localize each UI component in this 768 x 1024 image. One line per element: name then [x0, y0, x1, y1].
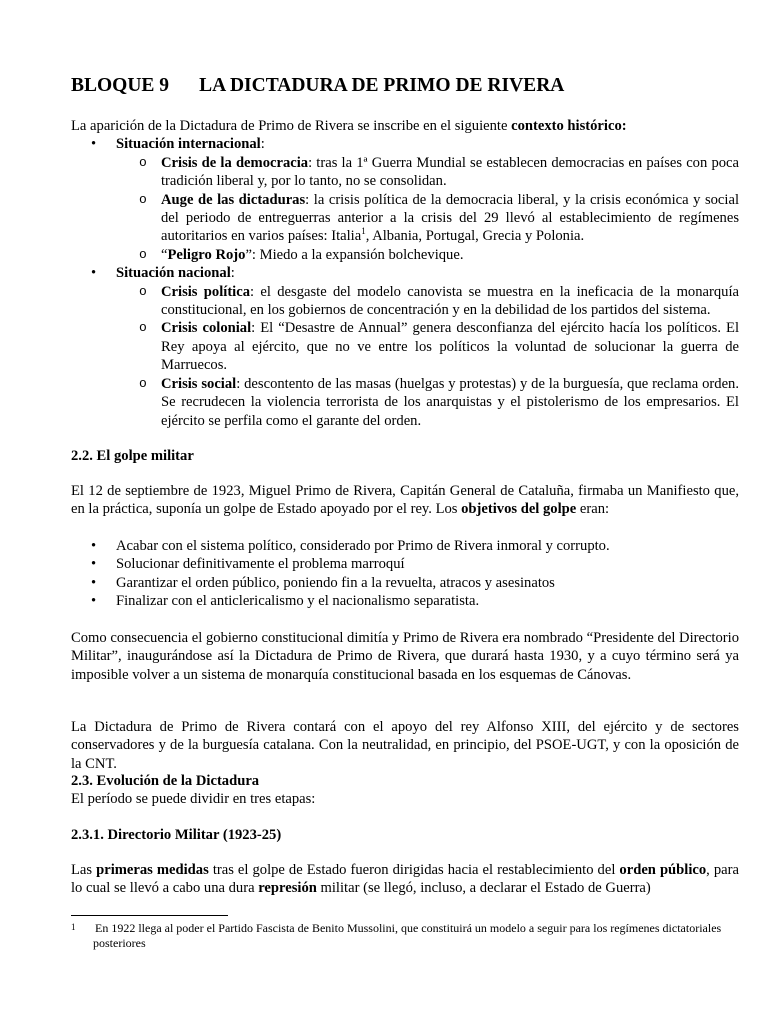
item-text: : El “Desastre de Annual” genera desconfianza del ejército hacía los políticos. El Rey apoya al ejército, que no ve entre los políticos la voluntad de solucionar la guerra de Marruecos.	[161, 320, 739, 374]
list-item: • Garantizar el orden público, poniendo fin a la revuelta, atracos y asesinatos	[71, 574, 739, 592]
objetivos-list	[71, 537, 739, 611]
context-section	[71, 117, 739, 430]
footnote-text: En 1922 llega al poder el Partido Fascista de Benito Mussolini, que constituirá un modelo a seguir para los regímenes dictatoriales posteriores	[93, 921, 722, 950]
section-heading-golpe	[71, 447, 739, 465]
bloque-number: BLOQUE 9	[71, 75, 170, 96]
consecuencia-paragraph: Como consecuencia el gobierno constitucional dimitía y Primo de Rivera era nombrado “Presidente del Directorio Militar”, inaugurándose así la Dictadura de Primo de Rivera, que durará hasta 1930, y a cuyo término será ya imposible volver a un sistema de monarquía constitucional basada en los esquemas de Cánovas.	[71, 630, 739, 683]
paragraph-bold: represión	[258, 880, 317, 897]
sublist-item	[116, 154, 739, 191]
item-text: ”: Miedo a la expansión bolchevique.	[245, 246, 464, 263]
sublist-item	[116, 191, 739, 246]
page-title	[71, 74, 564, 98]
item-bold: Crisis de la democracia	[161, 154, 309, 171]
internacional-label: Situación internacional	[116, 136, 261, 153]
list-item: • Finalizar con el anticlericalismo y el nacionalismo separatista.	[71, 592, 739, 610]
colon: :	[230, 265, 235, 282]
paragraph-bold: primeras medidas	[96, 862, 209, 878]
paragraph-text: El 12 de septiembre de 1923, Miguel Primo de Rivera, Capitán General de Cataluña, firmaba un Manifiesto que, en la práctica, suponía un golpe de Estado apoyado por el rey. Los	[71, 483, 739, 518]
heading-text: 2.2. El golpe militar	[71, 448, 194, 464]
paragraph-text: Las	[71, 862, 97, 878]
paragraph-bold: orden público	[619, 862, 707, 878]
list-item: • Solucionar definitivamente el problema marroquí	[71, 555, 739, 573]
sublist-item	[116, 283, 739, 320]
sublist-item	[116, 246, 739, 264]
item-bold: Crisis social	[161, 375, 237, 392]
list-item-internacional	[71, 135, 739, 264]
item-text: : descontento de las masas (huelgas y protestas) y de la burguesía, que reclama orden. Se recrudecen la violencia terrorista de los anarquistas y el pistolerismo de los empresarios. El ejército se perfila como el garante del orden.	[161, 375, 740, 429]
evolucion-section	[71, 772, 739, 809]
paragraph-text: eran:	[576, 501, 610, 518]
list-item: • Acabar con el sistema político, considerado por Primo de Rivera inmoral y corrupto.	[71, 537, 739, 555]
paragraph-bold: objetivos del golpe	[461, 501, 577, 518]
item-bold: Peligro Rojo	[167, 246, 246, 263]
nacional-sublist	[116, 283, 739, 430]
paragraph-text: militar (se llegó, incluso, a declarar el Estado de Guerra)	[316, 880, 651, 897]
intro-paragraph	[71, 117, 739, 135]
item-text: : el desgaste del modelo canovista se muestra en la ineficacia de la monarquía constitucional, en los gobiernos de concentración y en la debilidad de los partidos del sistema.	[161, 283, 739, 319]
section-heading-evolucion	[71, 772, 739, 790]
footnote-separator	[71, 915, 228, 916]
footnote	[71, 921, 739, 951]
item-bold: Crisis política	[161, 283, 251, 300]
nacional-label: Situación nacional	[116, 265, 231, 282]
bloque-title: LA DICTADURA DE PRIMO DE RIVERA	[199, 75, 565, 96]
heading-text: 2.3. Evolución de la Dictadura	[71, 773, 260, 789]
section-heading-directorio	[71, 826, 739, 844]
list-item-nacional	[71, 264, 739, 430]
intro-bold: contexto histórico:	[511, 118, 627, 134]
item-text: “	[161, 246, 168, 263]
sublist-item	[116, 319, 739, 374]
item-text: : tras la 1ª Guerra Mundial se establecen democracias en países con poca tradición liberal y, por lo tanto, no se consolidan.	[161, 154, 739, 190]
item-bold: Crisis colonial	[161, 320, 252, 337]
footnote-number: 1	[71, 922, 76, 932]
golpe-paragraph	[71, 482, 739, 519]
directorio-paragraph	[71, 861, 739, 898]
item-bold: Auge de las dictaduras	[161, 191, 306, 208]
item-text: , Albania, Portugal, Grecia y Polonia.	[365, 228, 585, 245]
footnote-ref[interactable]: 1	[361, 226, 366, 237]
item-text: : la crisis política de la democracia liberal, y la crisis económica y social del periodo de entreguerras anterior a la crisis del 29 llevó al establecimiento de regímenes autoritarios en varios países: Italia	[161, 191, 739, 245]
sublist-item	[116, 375, 739, 430]
heading-text: 2.3.1. Directorio Militar (1923-25)	[71, 827, 282, 843]
colon: :	[260, 136, 265, 153]
apoyo-paragraph: La Dictadura de Primo de Rivera contará con el apoyo del rey Alfonso XIII, del ejército y de sectores conservadores y de la burguesía catalana. Con la neutralidad, en principio, del PSOE-UGT, y con la oposición de la CNT.	[71, 719, 739, 772]
internacional-sublist	[116, 154, 739, 264]
context-list	[71, 135, 739, 430]
paragraph-text: , para lo cual se llevó a cabo una dura	[71, 862, 739, 897]
paragraph-text: tras el golpe de Estado fueron dirigidas hacia el restablecimiento del	[208, 862, 620, 878]
intro-text: La aparición de la Dictadura de Primo de Rivera se inscribe en el siguiente	[71, 118, 512, 134]
evolucion-intro: El período se puede dividir en tres etapas:	[71, 791, 316, 808]
